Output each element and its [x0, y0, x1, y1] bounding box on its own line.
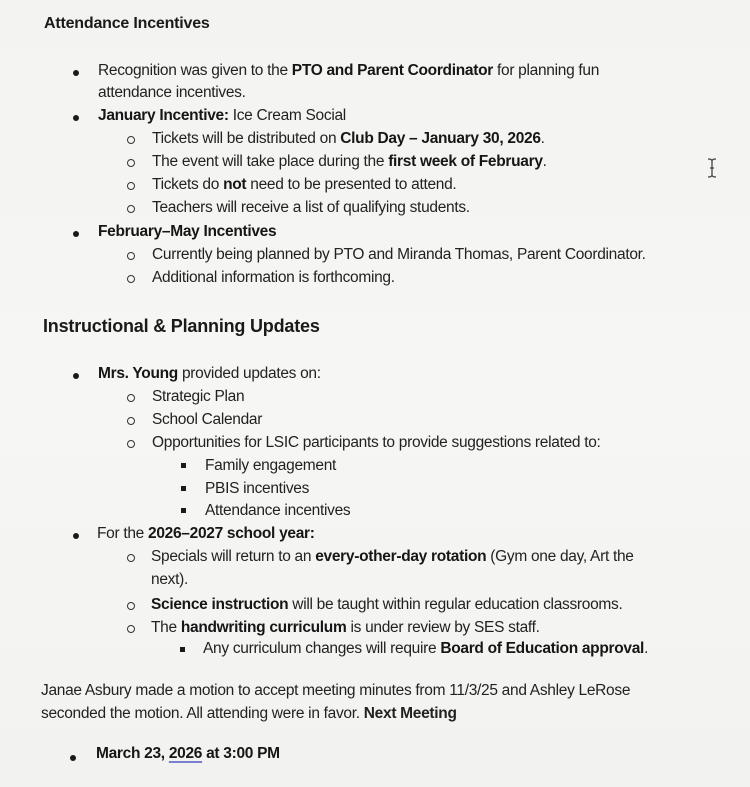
spellcheck-underline: 2026 — [168, 745, 203, 762]
list-item-lsic-opportunities: Opportunities for LSIC participants to provide suggestions related to: — [152, 434, 601, 451]
list-item-recognition-cont: attendance incentives. — [98, 84, 246, 101]
list-item-science: Science instruction will be taught within regular education classrooms. — [151, 596, 623, 613]
list-item-recognition: Recognition was given to the PTO and Parent Coordinator for planning fun — [98, 62, 600, 79]
list-item-handwriting: The handwriting curriculum is under review by SES staff. — [151, 619, 540, 636]
list-item-feb-may: February–May Incentives — [98, 223, 277, 240]
list-item-specials-cont: next). — [151, 571, 188, 588]
section-heading-instructional: Instructional & Planning Updates — [43, 316, 320, 336]
i-beam-cursor-icon — [705, 158, 719, 178]
list-item-school-year: For the 2026–2027 school year: — [97, 525, 315, 542]
list-item-school-calendar: School Calendar — [152, 411, 263, 428]
list-item-january-2: Tickets do not need to be presented to attend. — [152, 176, 457, 193]
list-item-january: January Incentive: Ice Cream Social — [98, 107, 346, 124]
motion-paragraph-line1: Janae Asbury made a motion to accept meeting minutes from 11/3/25 and Ashley LeRose — [41, 682, 631, 699]
list-item-january-0: Tickets will be distributed on Club Day – January 30, 2026. — [152, 130, 545, 147]
list-item-feb-may-0: Currently being planned by PTO and Miranda Thomas, Parent Coordinator. — [152, 246, 646, 263]
list-item-feb-may-1: Additional information is forthcoming. — [152, 269, 395, 286]
motion-paragraph-line2: seconded the motion. All attending were in favor. Next Meeting — [41, 705, 457, 722]
list-item-mrs-young: Mrs. Young provided updates on: — [98, 365, 321, 382]
list-item-family-engagement: Family engagement — [205, 457, 337, 474]
list-item-january-1: The event will take place during the first week of February. — [152, 153, 547, 170]
list-item-specials: Specials will return to an every-other-day rotation (Gym one day, Art the — [151, 548, 634, 565]
list-item-strategic-plan: Strategic Plan — [152, 388, 245, 405]
list-item-january-3: Teachers will receive a list of qualifying students. — [152, 199, 470, 216]
list-item-board-approval: Any curriculum changes will require Board of Education approval. — [203, 640, 649, 657]
next-meeting-date: March 23, 2026 at 3:00 PM — [96, 745, 280, 762]
section-heading-attendance: Attendance Incentives — [44, 15, 210, 32]
list-item-attendance-incentives: Attendance incentives — [205, 502, 351, 519]
list-item-pbis-incentives: PBIS incentives — [205, 480, 310, 497]
